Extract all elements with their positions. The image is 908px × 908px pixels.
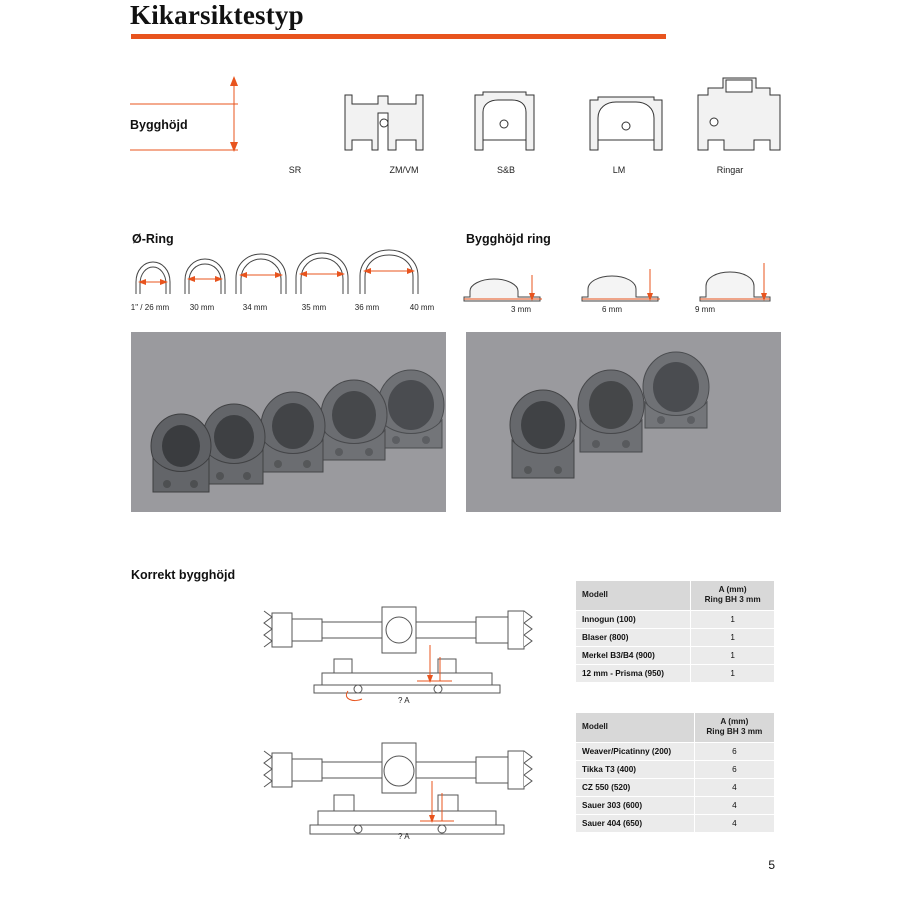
photo-rings-diameters bbox=[131, 332, 446, 512]
cell-a: 1 bbox=[691, 646, 775, 664]
mount-types-diagram bbox=[120, 0, 800, 190]
cell-a: 1 bbox=[691, 610, 775, 628]
cell-model: Tikka T3 (400) bbox=[576, 760, 695, 778]
cell-model: Sauer 303 (600) bbox=[576, 796, 695, 814]
th-a-line2: Ring BH 3 mm bbox=[704, 595, 761, 605]
th-modell-bottom: Modell bbox=[576, 713, 695, 743]
oring-size-2: 30 mm bbox=[189, 303, 215, 312]
callout-a-top: ? A bbox=[398, 696, 410, 705]
mount-label-lm: LM bbox=[612, 165, 626, 175]
mount-label-sb: S&B bbox=[496, 165, 515, 175]
table-row bbox=[576, 760, 775, 778]
page-number: 5 bbox=[768, 858, 775, 872]
scope-diagram-top bbox=[262, 595, 562, 705]
cell-a: 1 bbox=[691, 628, 775, 646]
callout-a-bottom: ? A bbox=[398, 832, 410, 841]
photo-rings-heights bbox=[466, 332, 781, 512]
cell-a: 4 bbox=[694, 796, 774, 814]
cell-model: Innogun (100) bbox=[576, 610, 691, 628]
table-models-bottom bbox=[575, 712, 775, 833]
table-row bbox=[576, 796, 775, 814]
oring-size-5: 36 mm bbox=[354, 303, 380, 312]
table-header-row bbox=[576, 581, 775, 611]
page-title: Kikarsiktestyp bbox=[130, 0, 304, 30]
oring-size-3: 34 mm bbox=[242, 303, 268, 312]
cell-model: Weaver/Picatinny (200) bbox=[576, 742, 695, 760]
rings-illustration-left bbox=[131, 332, 446, 512]
cell-model: 12 mm - Prisma (950) bbox=[576, 664, 691, 682]
table-header-row bbox=[576, 713, 775, 743]
table-row bbox=[576, 814, 775, 832]
oring-section-label: Ø-Ring bbox=[132, 232, 174, 246]
table-row bbox=[576, 646, 775, 664]
cell-model: Sauer 404 (650) bbox=[576, 814, 695, 832]
th-a-top bbox=[691, 581, 775, 611]
mount-section-label: Bygghöjd bbox=[130, 118, 188, 132]
cell-model: CZ 550 (520) bbox=[576, 778, 695, 796]
table-row bbox=[576, 664, 775, 682]
table-row bbox=[576, 610, 775, 628]
oring-diagram bbox=[128, 248, 448, 308]
ringheight-size-3mm: 3 mm bbox=[511, 305, 531, 314]
mount-label-ringar: Ringar bbox=[716, 165, 744, 175]
oring-size-4: 35 mm bbox=[301, 303, 327, 312]
mount-label-sr: SR bbox=[288, 165, 302, 175]
th-a-bottom bbox=[694, 713, 774, 743]
cell-a: 6 bbox=[694, 742, 774, 760]
oring-size-6: 40 mm bbox=[409, 303, 435, 312]
cell-model: Merkel B3/B4 (900) bbox=[576, 646, 691, 664]
table-row bbox=[576, 742, 775, 760]
cell-a: 1 bbox=[691, 664, 775, 682]
th-a-line1: A (mm) bbox=[718, 585, 747, 594]
th-a-line2: Ring BH 3 mm bbox=[706, 727, 763, 737]
table-models-top bbox=[575, 580, 775, 683]
cell-a: 4 bbox=[694, 814, 774, 832]
cell-model: Blaser (800) bbox=[576, 628, 691, 646]
cell-a: 6 bbox=[694, 760, 774, 778]
table-row bbox=[576, 778, 775, 796]
th-a-line1: A (mm) bbox=[720, 717, 749, 726]
mount-label-zmvm: ZM/VM bbox=[389, 165, 419, 175]
ringheight-size-6mm: 6 mm bbox=[602, 305, 622, 314]
cell-a: 4 bbox=[694, 778, 774, 796]
ringheight-section-label: Bygghöjd ring bbox=[466, 232, 551, 246]
scope-diagram-bottom bbox=[262, 735, 562, 845]
ringheight-size-9mm: 9 mm bbox=[695, 305, 715, 314]
correct-section-label: Korrekt bygghöjd bbox=[131, 568, 236, 582]
oring-size-1: 1" / 26 mm bbox=[130, 303, 170, 312]
th-modell-top: Modell bbox=[576, 581, 691, 611]
table-row bbox=[576, 628, 775, 646]
rings-illustration-right bbox=[466, 332, 781, 512]
